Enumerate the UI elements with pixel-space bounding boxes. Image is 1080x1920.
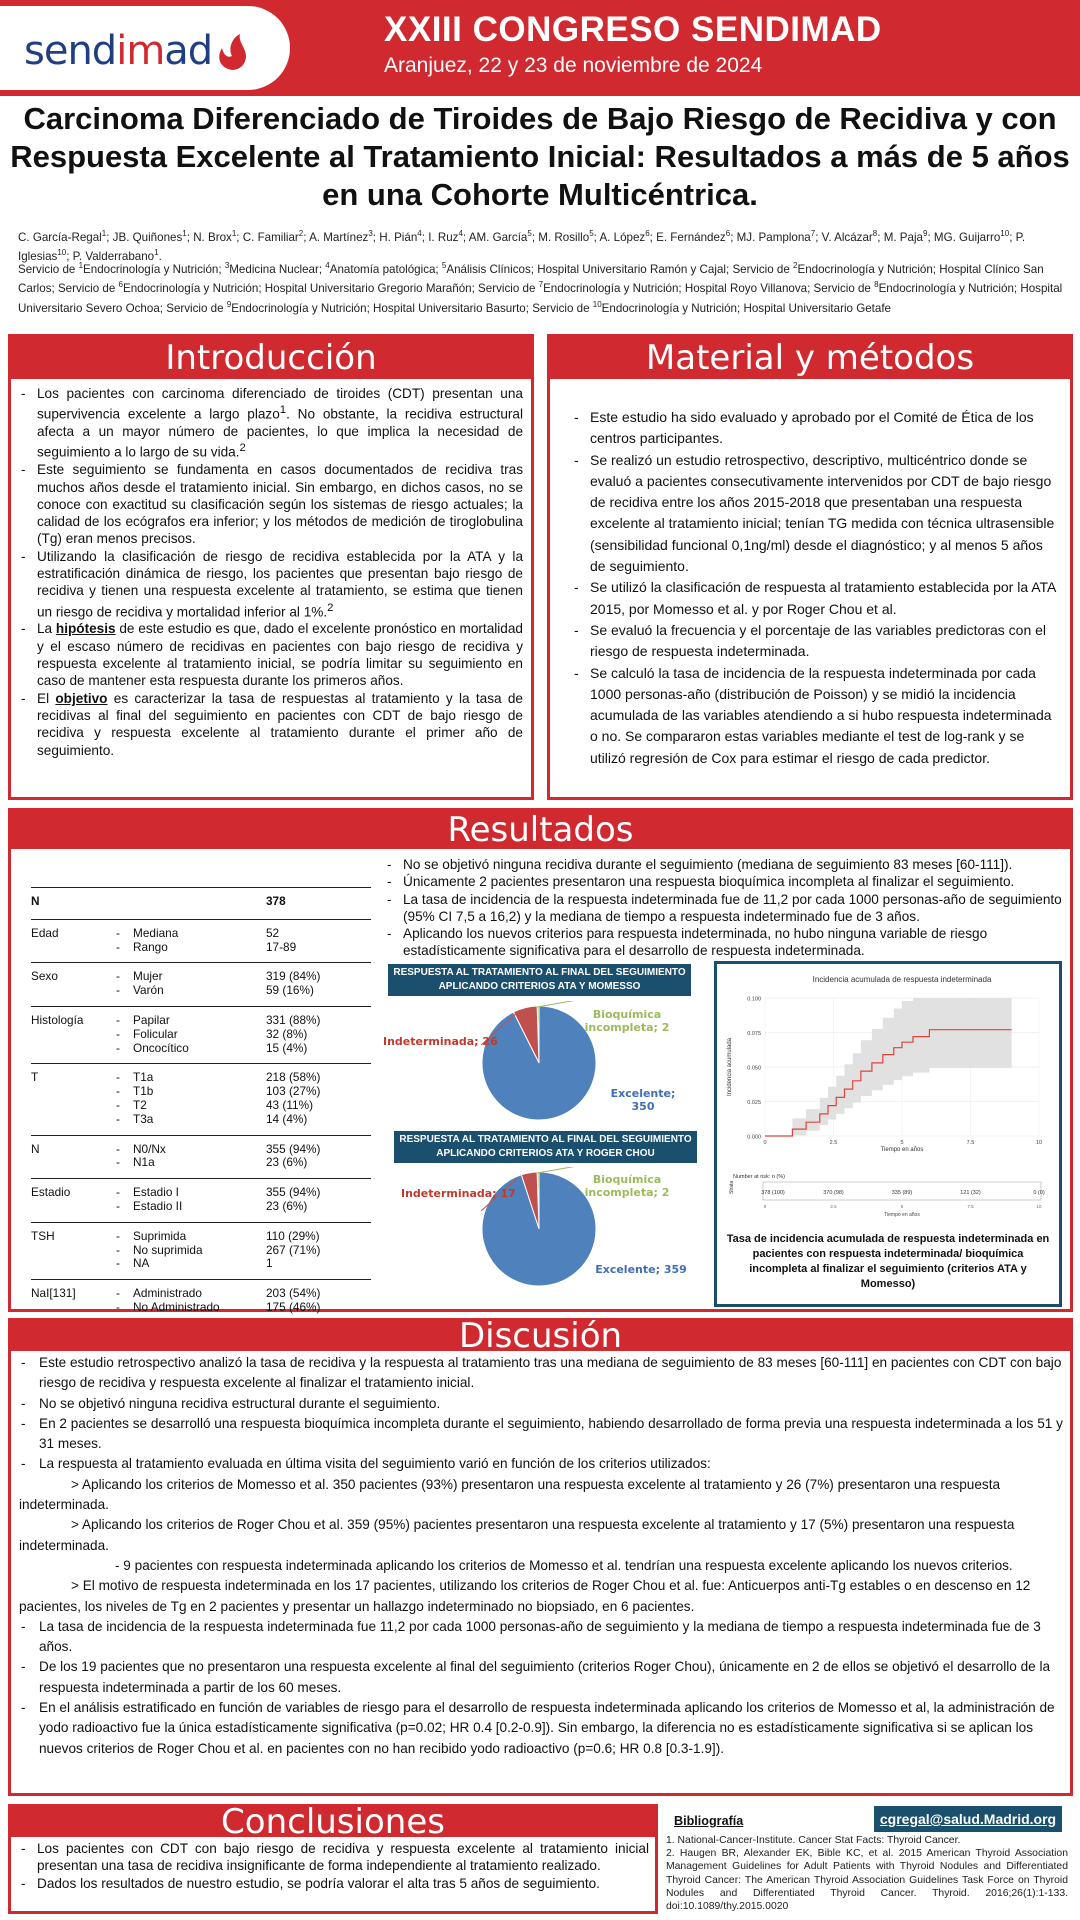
affiliation-prefix: Servicio de	[532, 301, 593, 315]
table-subcategories	[116, 1006, 266, 1063]
results-item: - Aplicando los nuevos criterios para respuesta indeterminada, no hubo ninguna variable de riesgo estadísticamente significativa para el desarrollo de respuesta indeterminada.	[385, 925, 1065, 960]
methods-heading: Material y métodos	[550, 337, 1070, 379]
table-subcategories	[116, 919, 266, 963]
intro-keyword: objetivo	[55, 690, 108, 706]
logo-text-part: send	[24, 28, 117, 74]
table-subcategories	[116, 963, 266, 1007]
results-panel	[8, 808, 1073, 1312]
intro-item	[19, 620, 523, 689]
table-value: 15 (4%)	[266, 1040, 308, 1055]
km-ytick: 0.100	[747, 996, 761, 1003]
table-value: 23 (6%)	[266, 1198, 308, 1213]
table-subcategory: - No Administrado	[116, 1299, 220, 1314]
table-subcategories	[116, 1280, 266, 1324]
km-xtick: 5	[900, 1140, 904, 1146]
table-group-label: Histología	[31, 1006, 116, 1063]
author-name: I. Ruz	[428, 230, 459, 244]
discussion-paragraph: - En 2 pacientes se desarrolló una respuesta bioquímica incompleta durante el seguimiento, habiendo desarrollado de forma previa una respuesta indeterminada a los 51 y 31 meses.	[19, 1414, 1065, 1455]
reference-item: 1. National-Cancer-Institute. Cancer Stat Facts: Thyroid Cancer.	[666, 1835, 961, 1846]
logo-text-part: ad	[164, 28, 213, 74]
affiliation-mark: 10	[592, 299, 602, 309]
author-name: E. Fernández	[656, 230, 726, 244]
author-affiliation-mark: 8	[872, 229, 878, 238]
table-group-label: NaI[131]	[31, 1280, 116, 1324]
discussion-paragraph: - Este estudio retrospectivo analizó la tasa de recidiva y la respuesta al tratamiento tras una mediana de seguimiento de 83 meses [60-111] en pacientes con CDT con bajo riesgo de recidiva y respuesta excelente al finalizar el tratamiento inicial.	[19, 1353, 1065, 1394]
affiliation-text: Endocrinología y Nutrición; Hospital Universitario Getafe	[601, 301, 892, 315]
table-value: 103 (27%)	[266, 1084, 321, 1099]
intro-list	[19, 385, 523, 759]
table-values	[266, 1064, 371, 1135]
table-row	[31, 1064, 371, 1135]
risk-table-xtick: 10	[1036, 1204, 1042, 1209]
table-row	[31, 963, 371, 1007]
author-name: M. Rosillo	[538, 230, 590, 244]
table-value: 175 (46%)	[266, 1299, 321, 1314]
affiliation-text: Endocrinología y Nutrición; Hospital Universitario Gregorio Marañón;	[122, 282, 479, 296]
table-group-label: N	[31, 1135, 116, 1179]
risk-table-strata-label: Strata	[729, 1180, 735, 1194]
pie1-label-excelente: Excelente; 350	[610, 1087, 676, 1113]
discussion-body	[19, 1353, 1065, 1759]
affiliation-list	[18, 258, 1074, 316]
table-subcategories	[116, 1135, 266, 1179]
table-subcategory: - Folicular	[116, 1026, 178, 1041]
author-affiliation-mark: 3	[368, 229, 373, 238]
author-affiliation-mark: 4	[417, 229, 422, 238]
table-subcategory: - T2	[116, 1097, 147, 1112]
intro-text: Este seguimiento se fundamenta en casos documentados de recidiva tras muchos años desde el tratamiento inicial. Sin embargo, en dichos casos, no se conoce con exactitud su clasificación según los sistemas de riesgo actuales; la calidad de los ecógrafos era inferior; y los métodos de medición de tiroglobulina (Tg) eran menos precisos.	[37, 462, 523, 547]
affiliation-mark: 3	[224, 261, 230, 270]
km-title: Incidencia acumulada de respuesta indeterminada	[812, 975, 992, 984]
pie-leader-bioquimica	[537, 1167, 583, 1173]
intro-item	[19, 548, 523, 621]
author-affiliation-mark: 5	[589, 229, 594, 238]
pie-chou-title: RESPUESTA AL TRATAMIENTO AL FINAL DEL SEGUIMIENTO APLICANDO CRITERIOS ATA Y ROGER CHOU	[394, 1131, 697, 1163]
affiliation-text: Endocrinología y Nutrición; Hospital Universitario Basurto;	[231, 301, 533, 315]
intro-text: El	[37, 690, 56, 706]
risk-table-value: 0 (0)	[1033, 1190, 1045, 1196]
table-value: 17-89	[266, 939, 297, 954]
affiliation-text: Medicina Nuclear;	[229, 262, 326, 276]
table-value: 203 (54%)	[266, 1286, 321, 1301]
author-name: A. López	[599, 230, 646, 244]
author-affiliation-mark: 1	[182, 229, 187, 238]
intro-text: Los pacientes con carcinoma diferenciado de tiroides (CDT) presentan una supervivencia excelente a largo plazo	[37, 386, 523, 422]
table-value: 319 (84%)	[266, 969, 321, 984]
affiliation-text: Endocrinología y Nutrición; Hospital Royo Villanova;	[543, 282, 814, 296]
table-value: 43 (11%)	[266, 1097, 313, 1112]
table-value: 267 (71%)	[266, 1242, 321, 1257]
author-list: C. García-Regal$^1$; JB. Quiñones$^1$; N. Brox$^1$; C. Familiar$^2$; A. Martínez$^3$; H. Pián$^4$; I. Ruz$^4$; AM. García$^5$; M. Rosillo$^5$; A. López$^6$; E. Fernández$^6$; MJ. Pamplona$^7$; V. Alcázar$^8$; M. Paja$^9$; MG. Guijarro$^{10}$; P. Iglesias$^{10}$; P. Valderrabano$^1$.	[18, 229, 1026, 264]
methods-item: - Este estudio ha sido evaluado y aprobado por el Comité de Ética de los centros participantes.	[572, 407, 1062, 450]
author-name: V. Alcázar	[821, 230, 873, 244]
author-name: AM. García	[468, 230, 528, 244]
table-value: 110 (29%)	[266, 1228, 320, 1243]
km-ytick: 0.050	[747, 1065, 761, 1072]
table-cell	[116, 888, 266, 920]
table-subcategory: - Mujer	[116, 969, 163, 984]
table-group-label: Estadio	[31, 1179, 116, 1223]
intro-item	[19, 461, 523, 547]
risk-table-xtick: 5	[900, 1204, 904, 1209]
risk-table-xtick: 7.5	[967, 1204, 974, 1209]
affiliation-prefix: Servicio de	[478, 282, 539, 296]
table-value: 32 (8%)	[266, 1026, 308, 1041]
affiliation-prefix: Servicio de	[57, 282, 119, 296]
conclusions-list	[19, 1840, 649, 1892]
risk-table-title: Number at risk: n (%)	[733, 1174, 785, 1180]
table-row	[31, 1222, 371, 1279]
table-values	[266, 919, 371, 963]
affiliation-mark: 8	[874, 280, 879, 290]
affiliation-text: Anatomía patológica;	[329, 262, 442, 276]
author-name: P. Valderrabano	[72, 250, 155, 264]
risk-table-xtick: 0	[763, 1204, 767, 1209]
intro-text: . No obstante, la recidiva estructural afecta a un mayor número de pacientes, lo que implica la necesidad de seguimiento a lo largo de su vida.	[37, 406, 523, 460]
sendimad-logo	[24, 28, 212, 74]
pie2-label-bioquimica: Bioquímica incompleta; 2	[584, 1173, 670, 1199]
affiliation-mark: 5	[441, 261, 447, 270]
conclusions-panel	[8, 1804, 658, 1914]
author-name: MG. Guijarro	[933, 230, 1001, 244]
results-list	[385, 856, 1065, 960]
affiliation-mark: 9	[226, 299, 232, 309]
affiliation-prefix: Servicio de	[813, 282, 875, 296]
table-value: 52	[266, 925, 280, 940]
intro-text: de este estudio es que, dado el excelente pronóstico en mortalidad y el escaso número de recidivas en pacientes con bajo riesgo de recidiva y respuesta excelente al tratamiento inicial, se podría limitar su seguimiento en caso de mantener esta respuesta durante los primeros años.	[37, 621, 523, 689]
discussion-paragraph: - 9 pacientes con respuesta indeterminada aplicando los criterios de Momesso et al. tendrían una respuesta excelente aplicando los nuevos criterios.	[115, 1557, 1013, 1573]
table-group-label: TSH	[31, 1222, 116, 1279]
table-values	[266, 1006, 371, 1063]
author-affiliation-mark: 4	[458, 229, 463, 238]
author-name: MJ. Pamplona	[736, 230, 811, 244]
author-name: M. Paja	[883, 230, 924, 244]
author-affiliation-mark: 10	[1000, 229, 1010, 238]
risk-table-xlabel: Tiempo en años	[884, 1212, 920, 1218]
table-subcategory: - Rango	[116, 939, 168, 954]
table-subcategory: - T1a	[116, 1070, 154, 1085]
pie2-label-excelente: Excelente; 359	[595, 1263, 687, 1276]
intro-text: La	[37, 621, 56, 637]
km-ylabel: Incidencia acumulada	[727, 1037, 733, 1097]
km-xtick: 0	[763, 1140, 767, 1146]
author-affiliation-mark: 1	[231, 229, 237, 238]
methods-item: - Se utilizó la clasificación de respuesta al tratamiento establecida por la ATA 2015, por Momesso et al. y por Roger Chou et al.	[572, 577, 1062, 620]
affiliation-mark: 2	[793, 261, 798, 270]
author-affiliation-mark: 7	[810, 229, 816, 238]
results-item: - La tasa de incidencia de la respuesta indeterminada fue de 11,2 por cada 1000 personas-año de seguimiento (95% CI 7,5 a 16,2) y la mediana de tiempo a respuesta indeterminado fue de 3 años.	[385, 891, 1065, 926]
table-value: 355 (94%)	[266, 1185, 321, 1200]
table-subcategory: - T1b	[116, 1084, 154, 1099]
logo-box	[0, 6, 290, 90]
conclusion-item: - Los pacientes con CDT con bajo riesgo de recidiva y respuesta excelente al tratamiento inicial presentan una tasa de recidiva insignificante de forma independiente al tratamiento realizado.	[19, 1840, 649, 1875]
table-values	[266, 1222, 371, 1279]
citation-mark: 1	[279, 404, 287, 417]
conclusion-item: - Dados los resultados de nuestro estudio, se podría valorar el alta tras 5 años de seguimiento.	[19, 1875, 649, 1892]
table-subcategory: - T3a	[116, 1111, 154, 1126]
table-subcategory: - No suprimida	[116, 1242, 203, 1257]
table-value: 1	[266, 1256, 273, 1271]
risk-table-value: 378 (100)	[761, 1190, 785, 1196]
affiliation-text: Endocrinología y Nutrición; Hospital Clínico San Carlos;	[18, 262, 1044, 296]
affiliation-mark: 7	[538, 280, 544, 290]
author-name: H. Pián	[379, 230, 418, 244]
affiliation-mark: 4	[325, 261, 330, 270]
reference-item: 2. Haugen BR, Alexander EK, Bible KC, et al. 2015 American Thyroid Association Management Guidelines for Adult Patients with Thyroid Nodules and Differentiated Thyroid Cancer: The American Thyroid Association Guidelines Task Force on Thyroid Nodules and Differentiated Thyroid Cancer. Thyroid. 2016;26(1):1-133. doi:10.1089/thy.2015.0020	[666, 1848, 1068, 1913]
km-caption: Tasa de incidencia acumulada de respuesta indeterminada en pacientes con respuesta indeterminada/ bioquímica incompleta al finalizar el seguimiento (criterios ATA y Momesso)	[726, 1233, 1050, 1290]
table-value: 59 (16%)	[266, 983, 314, 998]
pie1-label-indeterminada: Indeterminada; 26	[383, 1035, 498, 1048]
discussion-paragraph: - La tasa de incidencia de la respuesta indeterminada fue 11,2 por cada 1000 personas-año de seguimiento y la mediana de tiempo a respuesta indeterminada fue de 3 años.	[19, 1617, 1065, 1658]
pie-leader-bioquimica	[537, 1001, 583, 1007]
affiliation-mark: 1	[78, 261, 84, 270]
author-name: C. García-Regal	[18, 230, 102, 244]
table-values	[266, 1179, 371, 1223]
discussion-panel	[8, 1318, 1073, 1796]
discussion-paragraph: - De los 19 pacientes que no presentaron una respuesta excelente al final del seguimiento (criterios Roger Chou), únicamente en 2 de ellos se objetivó el desarrollo de la respuesta indeterminada a partir de los 60 meses.	[19, 1657, 1065, 1698]
km-xtick: 7.5	[966, 1140, 975, 1146]
table-subcategory: - Suprimida	[116, 1228, 187, 1243]
table-row	[31, 1280, 371, 1324]
table-subcategory: - NA	[116, 1256, 150, 1271]
intro-panel	[8, 334, 534, 800]
citation-mark: 2	[239, 442, 246, 455]
author-affiliation-mark: 6	[645, 229, 650, 238]
pie2-label-indeterminada: Indeterminada; 17	[401, 1187, 516, 1200]
discussion-paragraph: - No se objetivó ninguna recidiva estructural durante el seguimiento.	[19, 1394, 1065, 1414]
conclusions-heading: Conclusiones	[11, 1807, 655, 1837]
author-affiliation-mark: 5	[527, 229, 532, 238]
table-cell: 378	[266, 888, 371, 920]
table-value: 23 (6%)	[266, 1155, 308, 1170]
table-value: 218 (58%)	[266, 1070, 321, 1085]
table-subcategory: - Estadio I	[116, 1185, 179, 1200]
discussion-paragraph: > Aplicando los criterios de Momesso et al. 350 pacientes (93%) presentaron una respuesta excelente al tratamiento y 26 (7%) presentaron una respuesta indeterminada.	[19, 1476, 1001, 1513]
author-name: C. Familiar	[242, 230, 299, 244]
methods-item: - Se evaluó la frecuencia y el porcentaje de las variables predictoras con el riesgo de respuesta indeterminada.	[572, 620, 1062, 663]
affiliation-prefix: Servicio de	[166, 301, 227, 315]
results-item: - No se objetivó ninguna recidiva durante el seguimiento (mediana de seguimiento 83 meses [60-111]).	[385, 856, 1065, 873]
affiliation-mark: 6	[118, 280, 123, 290]
author-affiliation-mark: 1	[101, 229, 107, 238]
table-values	[266, 1280, 371, 1324]
table-row	[31, 1006, 371, 1063]
congress-title: XXIII CONGRESO SENDIMAD	[384, 10, 882, 49]
pie-momesso-title: RESPUESTA AL TRATAMIENTO AL FINAL DEL SEGUIMIENTO APLICANDO CRITERIOS ATA Y MOMESSO	[388, 964, 691, 996]
author-affiliation-mark: 2	[298, 229, 304, 238]
methods-panel	[547, 334, 1073, 800]
author-affiliation-mark: 10	[57, 248, 67, 258]
intro-keyword: hipótesis	[55, 621, 116, 637]
author-name: N. Brox	[193, 230, 232, 244]
table-subcategory: - Varón	[116, 983, 164, 998]
flame-icon	[210, 30, 254, 74]
affiliation-text: Análisis Clínicos; Hospital Universitario Ramón y Cajal;	[446, 262, 733, 276]
logo-text-part: im	[116, 28, 165, 74]
author-name: JB. Quiñones	[112, 230, 183, 244]
km-xtick: 10	[1035, 1140, 1043, 1146]
table-subcategory: - N0/Nx	[116, 1141, 166, 1156]
intro-text: Utilizando la clasificación de riesgo de recidiva establecida por la ATA y la estratificación dinámica de riesgo, los pacientes que presentan bajo riesgo de recidiva y tienen una respuesta excelente al tratamiento, se estima que tienen un riesgo de recidiva y mortalidad inferior al 1%.	[37, 548, 523, 620]
intro-item	[19, 690, 523, 759]
intro-item	[19, 385, 523, 461]
citation-mark: 2	[327, 601, 334, 614]
table-values	[266, 1135, 371, 1179]
methods-list	[572, 407, 1062, 769]
affiliation-text: Endocrinología y Nutrición; Hospital Universitario Severo Ochoa;	[18, 282, 1063, 315]
results-item: - Únicamente 2 pacientes presentaron una respuesta bioquímica incompleta al finalizar el seguimiento.	[385, 873, 1065, 890]
table-subcategories	[116, 1179, 266, 1223]
table-row	[31, 919, 371, 963]
author-name: A. Martínez	[309, 230, 369, 244]
table-subcategory: - Estadio II	[116, 1198, 183, 1213]
table-subcategory: - Papilar	[116, 1012, 170, 1027]
km-chart-box	[714, 961, 1062, 1307]
km-xtick: 2.5	[829, 1140, 838, 1146]
affiliation-prefix: Servicio de	[732, 262, 794, 276]
author-affiliation-mark: 6	[725, 229, 731, 238]
discussion-paragraph: > El motivo de respuesta indeterminada en los 17 pacientes, utilizando los criterios de Roger Chou et al. fue: Anticuerpos anti-Tg estables o en descenso en 12 pacientes, los niveles de Tg en 2 pacientes y presentar un hallazgo indeterminado no biopsiado, en 6 pacientes.	[19, 1578, 1031, 1614]
author-name: P. Iglesias	[18, 230, 1026, 264]
table-subcategories	[116, 1064, 266, 1135]
intro-heading: Introducción	[11, 337, 531, 379]
affiliation-text: Endocrinología y Nutrición;	[83, 262, 225, 276]
risk-table-value: 121 (32)	[960, 1190, 981, 1196]
risk-table-value: 335 (89)	[891, 1190, 913, 1196]
table-subcategories	[116, 1222, 266, 1279]
table-subcategory: - N1a	[116, 1155, 155, 1170]
discussion-heading: Discusión	[11, 1321, 1070, 1351]
km-ytick: 0.025	[747, 1100, 761, 1106]
author-affiliation-mark: 1	[154, 248, 159, 258]
bibliography-heading: Bibliografía	[674, 1814, 744, 1828]
table-subcategory: - Mediana	[116, 925, 179, 940]
table-group-label: T	[31, 1064, 116, 1135]
discussion-paragraph: > Aplicando los criterios de Roger Chou et al. 359 (95%) pacientes presentaron una respuesta excelente al tratamiento y 17 (5%) presentaron una respuesta indeterminada.	[19, 1517, 1015, 1553]
bibliography-list	[666, 1834, 1068, 1913]
table-header-row	[31, 888, 371, 920]
table-row	[31, 1179, 371, 1223]
table-value: 14 (4%)	[266, 1111, 308, 1126]
risk-table-value: 370 (98)	[823, 1190, 844, 1196]
table-value: 355 (94%)	[266, 1141, 321, 1156]
pie1-label-bioquimica: Bioquímica incompleta; 2	[584, 1008, 670, 1034]
methods-item: - Se calculó la tasa de incidencia de la respuesta indeterminada por cada 1000 personas-año (distribución de Poisson) y se midió la incidencia acumulada de las variables atendiendo a si hubo respuesta indeterminada o no. Se compararon estas variables mediante el test de log-rank y se utilizó regresión de Cox para estimar el riesgo de cada predictor.	[572, 663, 1062, 769]
methods-item: - Se realizó un estudio retrospectivo, descriptivo, multicéntrico donde se evaluó a pacientes consecutivamente intervenidos por CDT de bajo riesgo de recidiva entre los años 2015-2018 que presentaban una respuesta excelente al tratamiento inicial; tenían TG medida con técnica ultrasensible (sensibilidad funcional 0,1ng/ml) desde el diagnóstico; y al menos 5 años de seguimiento.	[572, 450, 1062, 578]
table-value: 331 (88%)	[266, 1012, 321, 1027]
contact-email-link[interactable]: cgregal@salud.Madrid.org	[874, 1806, 1062, 1832]
intro-text: es caracterizar la tasa de respuestas al tratamiento y la tasa de recidivas al final del seguimiento en pacientes con CDT de bajo riesgo de recidiva y respuesta excelente al tratamiento durante el primer año de seguimiento.	[37, 690, 523, 758]
table-subcategory: - Oncocítico	[116, 1040, 189, 1055]
discussion-paragraph: - En el análisis estratificado en función de variables de riesgo para el desarrollo de respuesta indeterminada aplicando los criterios de Momesso et al, la administración de yodo radioactivo fue la única estadísticamente significativa (p=0.02; HR 0.4 [0.2-0.9]). Sin embargo, la diferencia no es estadísticamente significativa si se aplican los nuevos criterios de Roger Chou et al. en pacientes con no han recibido yodo radioactivo (p=0.6; HR 0.8 [0.3-1.9]).	[19, 1698, 1065, 1759]
poster-header	[0, 0, 1080, 96]
demographics-table	[31, 887, 371, 1324]
table-group-label: Sexo	[31, 963, 116, 1007]
km-ytick: 0.000	[747, 1134, 761, 1141]
table-row	[31, 1135, 371, 1179]
cumulative-incidence-chart	[721, 968, 1055, 1230]
table-subcategory: - Administrado	[116, 1286, 202, 1301]
author-affiliation-mark: 9	[923, 229, 928, 238]
affiliation-prefix: Servicio de	[18, 262, 79, 276]
discussion-paragraph: - La respuesta al tratamiento evaluada en última visita del seguimiento varió en función de los criterios utilizados:	[19, 1454, 1065, 1474]
risk-table-xtick: 2.5	[830, 1204, 837, 1209]
km-xlabel: Tiempo en años	[880, 1147, 924, 1153]
congress-subtitle: Aranjuez, 22 y 23 de noviembre de 2024	[384, 54, 763, 77]
poster-title: Carcinoma Diferenciado de Tiroides de Bajo Riesgo de Recidiva y con Respuesta Excelente al Tratamiento Inicial: Resultados a más de 5 años en una Cohorte Multicéntrica.	[10, 101, 1070, 212]
table-values	[266, 963, 371, 1007]
table-group-label: Edad	[31, 919, 116, 963]
table-cell: N	[31, 888, 116, 920]
results-heading: Resultados	[11, 811, 1070, 849]
km-ytick: 0.075	[747, 1031, 761, 1037]
